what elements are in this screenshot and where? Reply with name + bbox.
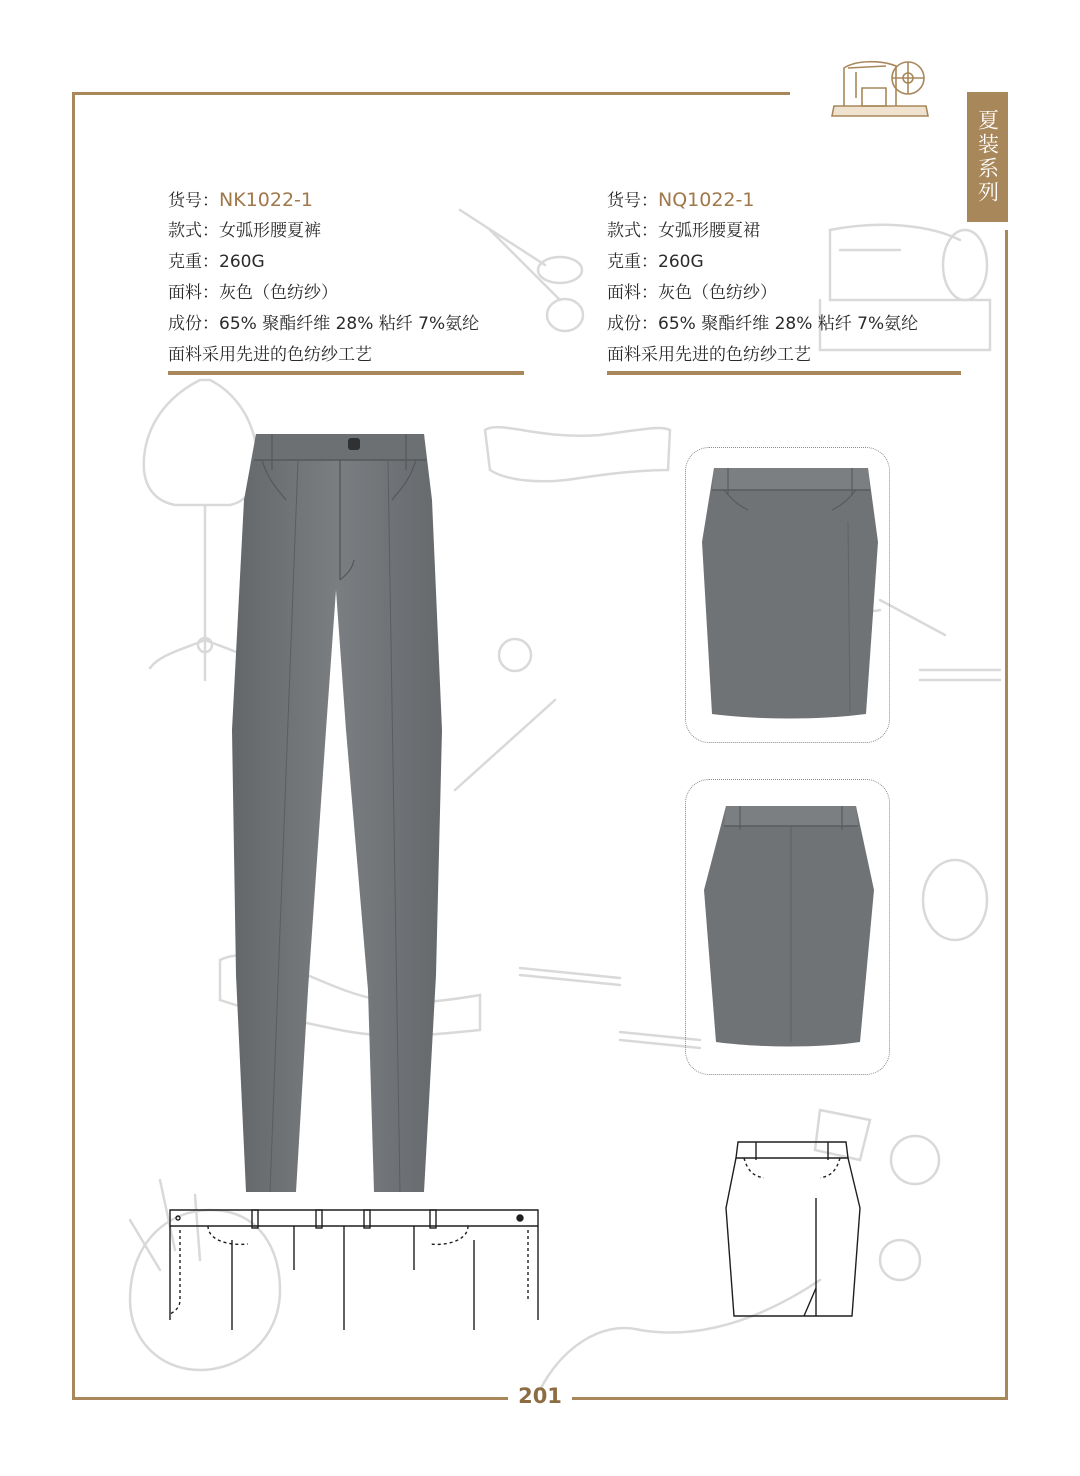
product-fabric: 面料：灰色（色纺纱） <box>607 283 777 303</box>
safety-pin-sketch-2 <box>920 670 1000 680</box>
skirt-back-photo <box>700 800 880 1048</box>
divider-rule-right <box>607 371 961 375</box>
needle-sketch <box>455 700 555 790</box>
product-info-skirt <box>607 185 918 371</box>
product-code-label: 货号： <box>607 191 658 211</box>
thread-spool-sketch <box>923 860 987 940</box>
product-style: 款式：女弧形腰夏裙 <box>607 221 760 241</box>
frame-bottom-border-right <box>572 1397 1008 1400</box>
skirt-front-photo <box>700 462 880 720</box>
safety-pin-sketch-3 <box>520 968 620 985</box>
product-code-line <box>168 185 479 216</box>
frame-top-border <box>72 92 790 95</box>
page-number: 201 <box>518 1384 562 1408</box>
product-composition: 成份：65% 聚酯纤维 28% 粘纤 7%氨纶 <box>607 314 919 334</box>
frame-left-border <box>72 92 75 1400</box>
series-tab-label: 夏装系列 <box>975 109 1000 205</box>
product-style: 款式：女弧形腰夏裤 <box>168 221 321 241</box>
product-info-pants <box>168 185 479 371</box>
product-weight: 克重：260G <box>607 252 704 272</box>
product-composition: 成份：65% 聚酯纤维 28% 粘纤 7%氨纶 <box>168 314 480 334</box>
button-sketch-1 <box>499 639 531 671</box>
product-code: NQ1022-1 <box>658 189 755 211</box>
product-note: 面料采用先进的色纺纱工艺 <box>168 345 372 365</box>
product-code-line <box>607 185 918 216</box>
product-code-label: 货号： <box>168 191 219 211</box>
sewing-machine-logo <box>826 48 936 120</box>
product-weight: 克重：260G <box>168 252 265 272</box>
series-tab <box>967 92 1008 222</box>
button-sketch-3 <box>880 1240 920 1280</box>
skirt-line-drawing <box>718 1138 868 1320</box>
frame-right-border <box>1005 230 1008 1400</box>
trousers-line-drawing <box>168 1200 540 1330</box>
frame-bottom-border-left <box>72 1397 508 1400</box>
divider-rule-left <box>168 371 524 375</box>
trousers-photo <box>228 430 448 1195</box>
button-sketch-2 <box>891 1136 939 1184</box>
product-note: 面料采用先进的色纺纱工艺 <box>607 345 811 365</box>
product-code: NK1022-1 <box>219 189 313 211</box>
product-fabric: 面料：灰色（色纺纱） <box>168 283 338 303</box>
